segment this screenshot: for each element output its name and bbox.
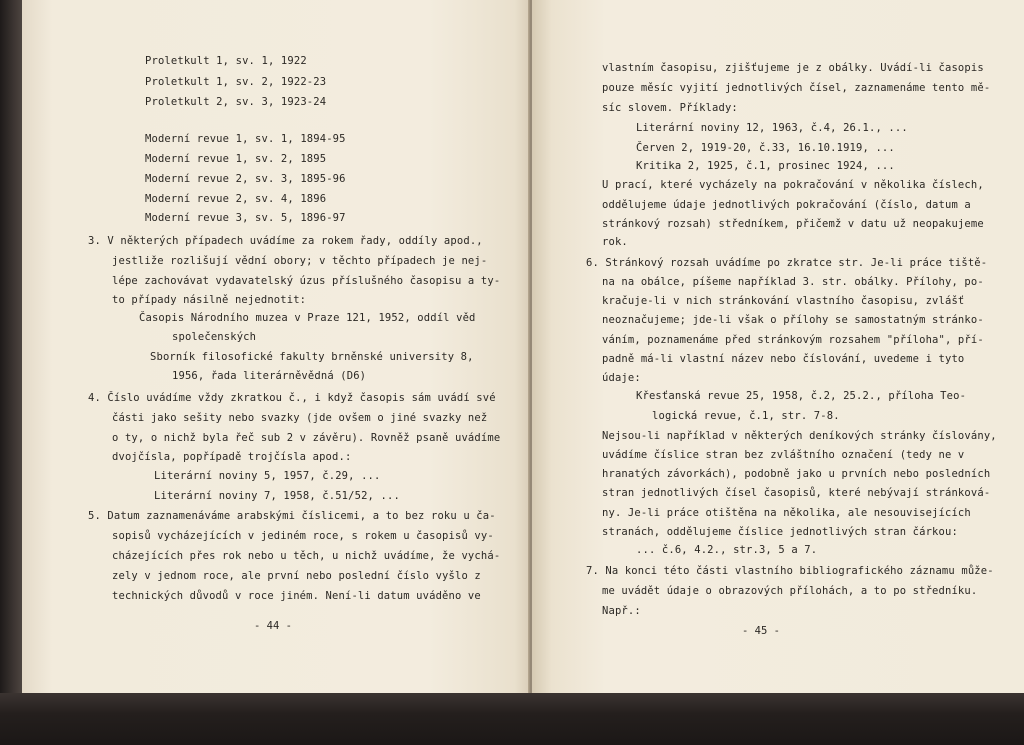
text-line: Křesťanská revue 25, 1958, č.2, 25.2., příloha Teo- (636, 390, 967, 402)
text-line: ny. Je-li práce otištěna na několika, ale nesouvisejících (602, 507, 971, 519)
text-line: Moderní revue 2, sv. 3, 1895-96 (145, 173, 346, 185)
page-number-left: - 44 - (254, 620, 292, 632)
table-surface (0, 693, 1024, 745)
text-line: stránkový rozsah) středníkem, přičemž v datu už neopakujeme (602, 218, 984, 230)
text-line: Moderní revue 2, sv. 4, 1896 (145, 193, 327, 205)
text-line: zely v jednom roce, ale první nebo poslední číslo vyšlo z (112, 570, 481, 582)
text-line: Literární noviny 12, 1963, č.4, 26.1., ... (636, 122, 908, 134)
text-line: technických důvodů v roce jiném. Není-li datum uváděno ve (112, 590, 481, 602)
text-line: Literární noviny 7, 1958, č.51/52, ... (154, 490, 400, 502)
text-line: stran jednotlivých čísel časopisů, které nebývají stránková- (602, 487, 991, 499)
left-page (22, 0, 530, 693)
text-line: cházejících přes rok nebo u těch, u nichž uvádíme, že vychá- (112, 550, 501, 562)
text-line: kračuje-li v nich stránkování vlastního časopisu, zvlášť (602, 295, 965, 307)
text-line: Proletkult 2, sv. 3, 1923-24 (145, 96, 327, 108)
text-line: Sborník filosofické fakulty brněnské university 8, (150, 351, 474, 363)
text-line: pouze měsíc vyjití jednotlivých čísel, zaznamenáme tento mě- (602, 82, 991, 94)
text-line: Červen 2, 1919-20, č.33, 16.10.1919, ... (636, 142, 895, 154)
text-line: ... č.6, 4.2., str.3, 5 a 7. (636, 544, 818, 556)
text-line: uvádíme číslice stran bez zvláštního označení (tedy ne v (602, 449, 965, 461)
text-line: Literární noviny 5, 1957, č.29, ... (154, 470, 381, 482)
text-line: vlastním časopisu, zjišťujeme je z obálky. Uvádí-li časopis (602, 62, 984, 74)
text-line: neoznačujeme; jde-li však o přílohy se samostatným stránko- (602, 314, 984, 326)
text-line: jestliže rozlišují vědní obory; v těchto případech je nej- (112, 255, 488, 267)
text-line: na na obálce, píšeme například 3. str. obálky. Přílohy, po- (602, 276, 984, 288)
text-line: rok. (602, 236, 628, 248)
text-line: dvojčísla, popřípadě trojčísla apod.: (112, 451, 352, 463)
text-line: údaje: (602, 372, 641, 384)
text-line: U prací, které vycházely na pokračování v několika číslech, (602, 179, 984, 191)
text-line: sopisů vycházejících v jediném roce, s rokem u časopisů vy- (112, 530, 494, 542)
text-line: Proletkult 1, sv. 1, 1922 (145, 55, 307, 67)
text-line: 3. V některých případech uvádíme za rokem řady, oddíly apod., (88, 235, 483, 247)
text-line: padně má-li vlastní název nebo číslování, uvedeme i tyto (602, 353, 965, 365)
text-line: váním, poznamenáme před stránkovým rozsahem "příloha", pří- (602, 334, 984, 346)
text-line: Moderní revue 1, sv. 1, 1894-95 (145, 133, 346, 145)
text-line: Kritika 2, 1925, č.1, prosinec 1924, ... (636, 160, 895, 172)
text-line: 4. Číslo uvádíme vždy zkratkou č., i když časopis sám uvádí své (88, 392, 496, 404)
text-line: stranách, oddělujeme číslice jednotlivých stran čárkou: (602, 526, 958, 538)
page-number-right: - 45 - (742, 625, 780, 637)
text-line: společenských (172, 331, 257, 343)
text-line: Nejsou-li například v některých deníkových stránky číslovány, (602, 430, 997, 442)
text-line: Např.: (602, 605, 641, 617)
text-line: lépe zachovávat vydavatelský úzus příslušného časopisu a ty- (112, 275, 501, 287)
right-page (532, 0, 1024, 693)
text-line: Moderní revue 3, sv. 5, 1896-97 (145, 212, 346, 224)
text-line: 6. Stránkový rozsah uvádíme po zkratce str. Je-li práce tiště- (586, 257, 988, 269)
text-line: 5. Datum zaznamenáváme arabskými číslicemi, a to bez roku u ča- (88, 510, 496, 522)
text-line: Proletkult 1, sv. 2, 1922-23 (145, 76, 327, 88)
text-line: 1956, řada literárněvědná (D6) (172, 370, 367, 382)
text-line: síc slovem. Příklady: (602, 102, 738, 114)
book-edge (0, 0, 22, 700)
text-line: to případy násilně nejednotit: (112, 294, 307, 306)
text-line: o ty, o nichž byla řeč sub 2 v závěru). Rovněž psaně uvádíme (112, 432, 501, 444)
text-line: oddělujeme údaje jednotlivých pokračování (číslo, datum a (602, 199, 971, 211)
text-line: 7. Na konci této části vlastního bibliografického záznamu může- (586, 565, 994, 577)
text-line: Moderní revue 1, sv. 2, 1895 (145, 153, 327, 165)
text-line: hranatých závorkách), podobně jako u prvních nebo posledních (602, 468, 991, 480)
text-line: me uvádět údaje o obrazových přílohách, a to po středníku. (602, 585, 978, 597)
text-line: Časopis Národního muzea v Praze 121, 1952, oddíl věd (139, 312, 476, 324)
text-line: části jako sešity nebo svazky (jde ovšem o jiné svazky než (112, 412, 488, 424)
text-line: logická revue, č.1, str. 7-8. (652, 410, 840, 422)
